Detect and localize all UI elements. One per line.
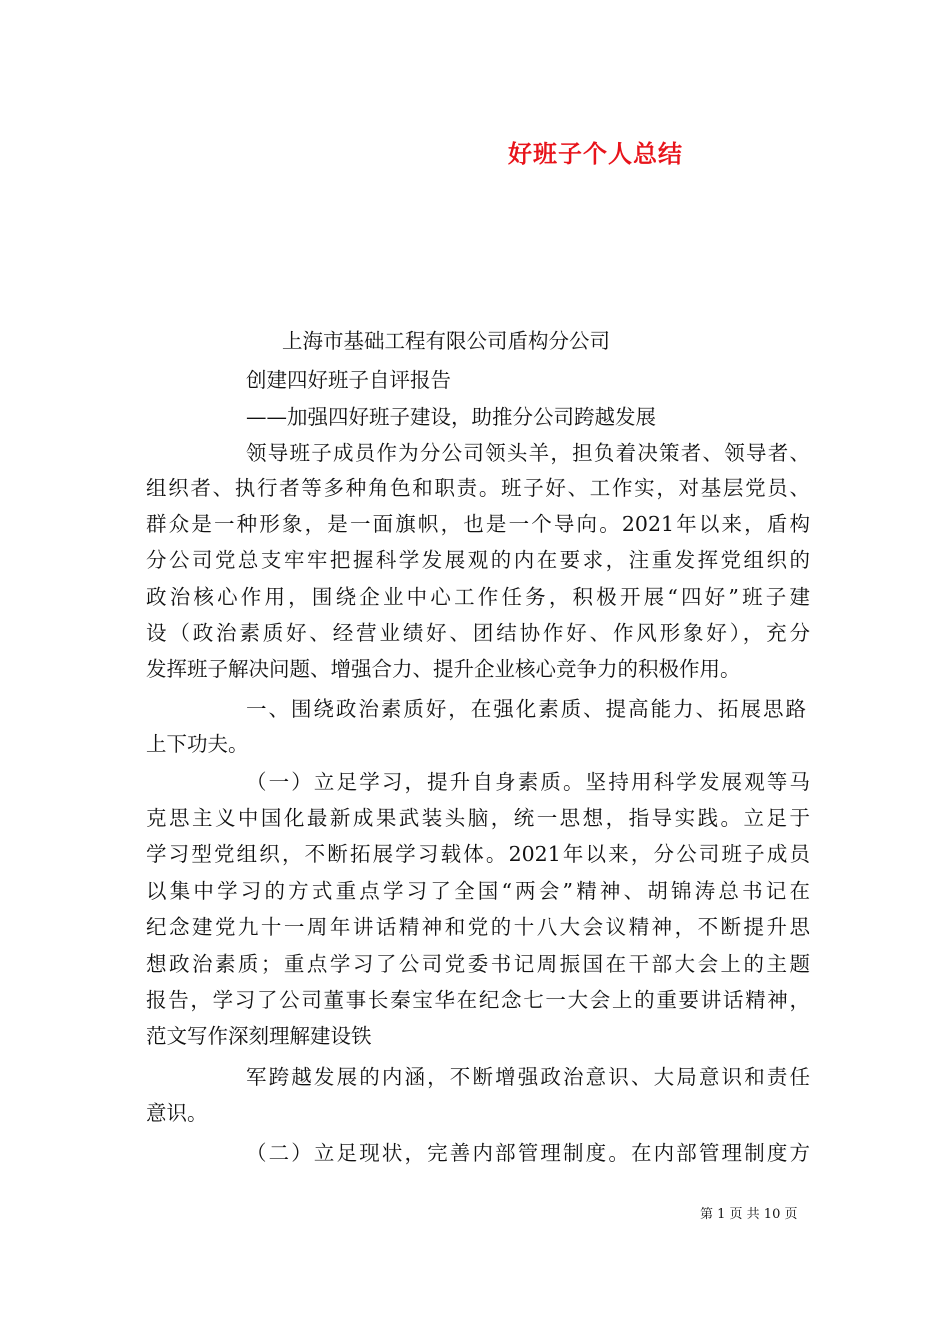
text-line: 组织者、执行者等多种角色和职责。班子好、工作实，对基层党员、 [146, 476, 810, 500]
text-line: 设（政治素质好、经营业绩好、团结协作好、作风形象好），充分 [146, 621, 810, 645]
page-number: 第 1 页 共 10 页 [700, 1207, 798, 1222]
text-line: 军跨越发展的内涵，不断增强政治意识、大局意识和责任 [246, 1065, 810, 1089]
text-line: 群众是一种形象，是一面旗帜，也是一个导向。2021年以来，盾构 [146, 512, 810, 536]
text-line: 领导班子成员作为分公司领头羊，担负着决策者、领导者、 [246, 441, 810, 465]
text-line: （一）立足学习，提升自身素质。坚持用科学发展观等马 [246, 770, 810, 794]
text-line: ——加强四好班子建设，助推分公司跨越发展 [246, 405, 656, 429]
text-line: 以集中学习的方式重点学习了全国“两会”精神、胡锦涛总书记在 [146, 879, 810, 903]
text-line: 报告，学习了公司董事长秦宝华在纪念七一大会上的重要讲话精神， [146, 988, 810, 1012]
text-line: 发挥班子解决问题、增强合力、提升企业核心竞争力的积极作用。 [146, 657, 741, 681]
section-heading: （二）立足现状，完善内部管理制度。在内部管理制度方 [246, 1141, 810, 1165]
text-line: 克思主义中国化最新成果武装头脑，统一思想，指导实践。立足于 [146, 806, 810, 830]
text-line: 范文写作深刻理解建设铁 [146, 1024, 372, 1048]
text-line: 意识。 [146, 1101, 208, 1125]
section-heading: 一、围绕政治素质好，在强化素质、提高能力、拓展思路 [246, 697, 806, 721]
text-line: 政治核心作用，围绕企业中心工作任务，积极开展“四好”班子建 [146, 585, 810, 609]
text-line: 上海市基础工程有限公司盾构分公司 [282, 329, 610, 353]
document-title: 好班子个人总结 [508, 139, 683, 168]
text-line: 分公司党总支牢牢把握科学发展观的内在要求，注重发挥党组织的 [146, 548, 810, 572]
text-line: 创建四好班子自评报告 [246, 368, 451, 392]
text-line: 想政治素质；重点学习了公司党委书记周振国在干部大会上的主题 [146, 952, 810, 976]
section-heading: 上下功夫。 [146, 732, 249, 756]
text-line: 纪念建党九十一周年讲话精神和党的十八大会议精神，不断提升思 [146, 915, 810, 939]
text-line: 学习型党组织，不断拓展学习载体。2021年以来，分公司班子成员 [146, 842, 810, 866]
